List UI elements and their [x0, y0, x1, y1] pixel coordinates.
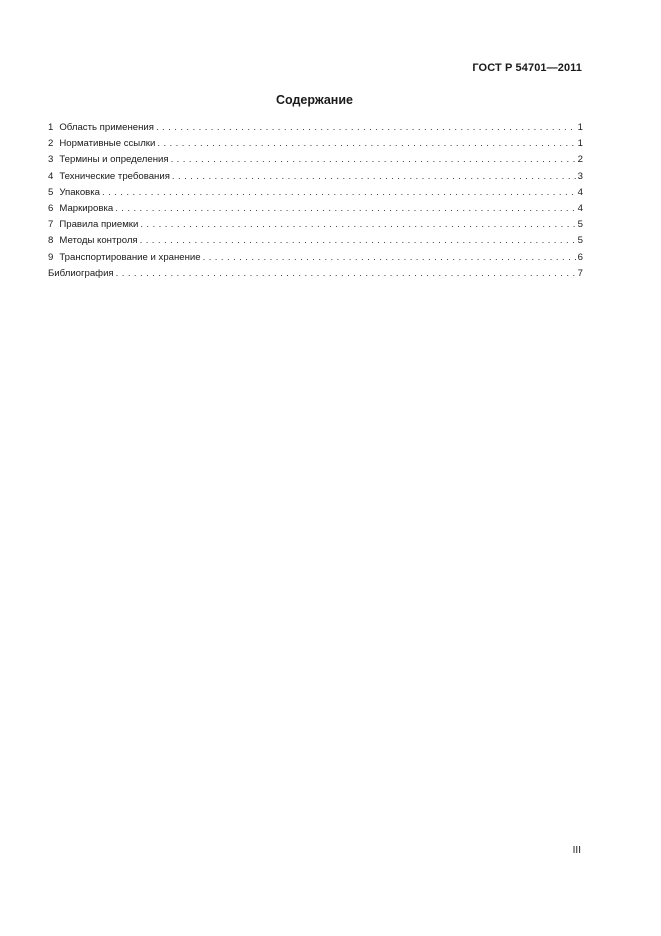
toc-item-number: 3 — [48, 154, 54, 166]
toc-item[interactable] — [48, 233, 583, 249]
toc-item-number: 4 — [48, 170, 54, 182]
toc-item-title: Технические требования — [59, 170, 170, 182]
toc-item-bibliography[interactable] — [48, 266, 583, 282]
toc-item-title: Библиография — [48, 267, 114, 279]
toc-item-number: 8 — [48, 235, 54, 247]
document-code: ГОСТ Р 54701—2011 — [472, 62, 582, 74]
toc-item[interactable] — [48, 136, 583, 152]
toc-item-page: 7 — [577, 267, 583, 279]
toc-item-title: Упаковка — [59, 186, 101, 198]
toc-leader-dots — [203, 250, 577, 266]
toc-item[interactable] — [48, 201, 583, 217]
toc-item-page: 4 — [577, 202, 583, 214]
toc-leader-dots — [102, 185, 577, 201]
toc-item[interactable] — [48, 120, 583, 136]
toc-item-title: Область применения — [59, 122, 154, 133]
toc-leader-dots — [115, 201, 576, 217]
toc-item-title: Термины и определения — [59, 154, 169, 166]
toc-leader-dots — [156, 120, 577, 136]
toc-item-title: Нормативные ссылки — [59, 138, 156, 150]
toc-item[interactable] — [48, 217, 583, 233]
toc-item-number: 9 — [48, 251, 54, 263]
toc-item-number: 1 — [48, 122, 54, 133]
toc-item-number: 5 — [48, 186, 54, 198]
toc-leader-dots — [172, 169, 577, 185]
toc-item-page: 6 — [577, 251, 583, 263]
toc-item-number: 2 — [48, 138, 54, 150]
toc-leader-dots — [140, 217, 576, 233]
toc-title: Содержание — [275, 93, 353, 107]
toc-item-page: 3 — [577, 170, 583, 182]
toc-item-number: 7 — [48, 219, 54, 231]
toc-item-page: 5 — [577, 235, 583, 247]
toc-item-page: 4 — [577, 186, 583, 198]
toc-item-page: 5 — [577, 219, 583, 231]
toc-item[interactable] — [48, 152, 583, 168]
toc-item[interactable] — [48, 185, 583, 201]
toc-leader-dots — [157, 136, 576, 152]
toc-item-title: Маркировка — [59, 202, 114, 214]
toc-leader-dots — [116, 266, 577, 282]
toc-item-title: Транспортирование и хранение — [59, 251, 201, 263]
toc-item-title: Правила приемки — [59, 219, 139, 231]
toc-item-title: Методы контроля — [59, 235, 138, 247]
page-number: III — [572, 845, 581, 856]
toc-leader-dots — [140, 233, 577, 249]
toc-item[interactable] — [48, 169, 583, 185]
toc-item-number: 6 — [48, 202, 54, 214]
toc-leader-dots — [171, 152, 577, 168]
table-of-contents — [48, 120, 583, 282]
toc-item[interactable] — [48, 250, 583, 266]
toc-item-page: 1 — [577, 138, 583, 150]
toc-item-page: 1 — [577, 122, 583, 133]
toc-item-page: 2 — [577, 154, 583, 166]
